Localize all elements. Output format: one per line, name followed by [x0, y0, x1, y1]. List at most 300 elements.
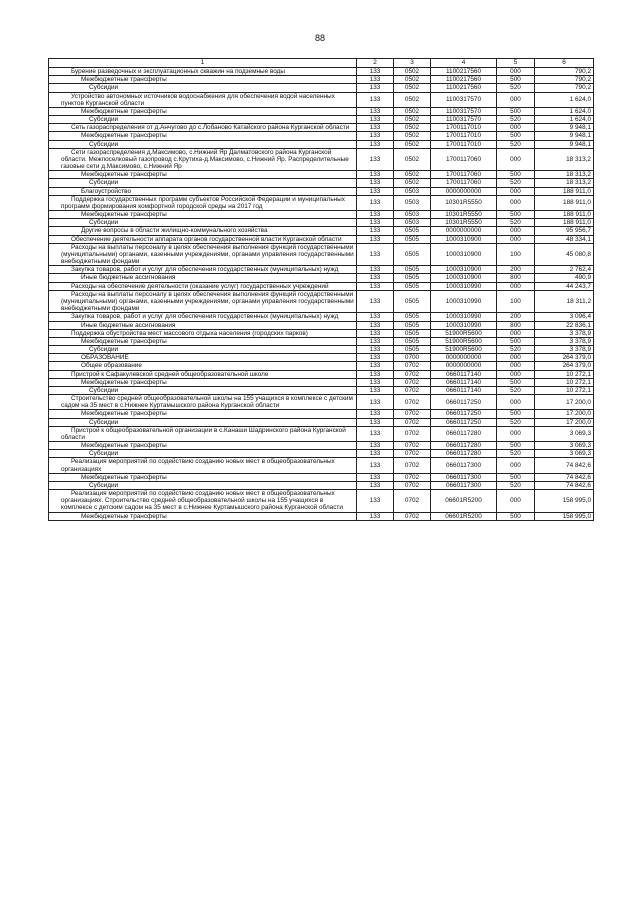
amount-cell: 3 069,3 [535, 442, 594, 450]
amount-cell: 74 842,6 [535, 481, 594, 489]
table-row [49, 426, 594, 441]
column-header-2: 2 [357, 59, 394, 68]
expense-type-cell: 800 [497, 321, 535, 329]
table-row [49, 442, 594, 450]
section-code-cell: 0702 [394, 378, 431, 386]
expense-type-cell: 000 [497, 370, 535, 378]
table-row [49, 386, 594, 394]
expense-name-cell: Расходы на обеспечение деятельности (оказание услуг) государственных учреждений [49, 282, 357, 290]
target-code-cell: 0660117250 [431, 418, 497, 426]
amount-cell: 790,2 [535, 84, 594, 92]
admin-code-cell: 133 [357, 195, 394, 210]
section-code-cell: 0702 [394, 426, 431, 441]
expense-type-cell: 520 [497, 140, 535, 148]
expense-type-cell: 100 [497, 290, 535, 313]
target-code-cell: 0000000000 [431, 187, 497, 195]
admin-code-cell: 133 [357, 84, 394, 92]
table-row [49, 266, 594, 274]
admin-code-cell: 133 [357, 243, 394, 266]
column-header-3: 3 [394, 59, 431, 68]
admin-code-cell: 133 [357, 450, 394, 458]
target-code-cell: 1700117060 [431, 148, 497, 171]
admin-code-cell: 133 [357, 179, 394, 187]
table-body [49, 68, 594, 521]
admin-code-cell: 133 [357, 354, 394, 362]
expense-name-cell: Межбюджетные трансферты [49, 512, 357, 520]
expense-name-cell: Расходы на выплаты персоналу в целях обеспечения выполнения функций государственными (муниципальными) органами, казенными учреждениями, органами управления государственными внебюджетными фондами [49, 290, 357, 313]
admin-code-cell: 133 [357, 290, 394, 313]
expense-type-cell: 000 [497, 354, 535, 362]
expense-name-cell: Субсидии [49, 346, 357, 354]
table-row [49, 92, 594, 107]
table-row [49, 107, 594, 115]
amount-cell: 18 313,2 [535, 171, 594, 179]
amount-cell: 95 956,7 [535, 227, 594, 235]
table-row [49, 370, 594, 378]
target-code-cell: 1100317570 [431, 92, 497, 107]
target-code-cell: 0660117280 [431, 426, 497, 441]
section-code-cell: 0503 [394, 195, 431, 210]
target-code-cell: 06601R5200 [431, 490, 497, 513]
admin-code-cell: 133 [357, 211, 394, 219]
admin-code-cell: 133 [357, 107, 394, 115]
table-row [49, 68, 594, 76]
admin-code-cell: 133 [357, 313, 394, 321]
target-code-cell: 1700117010 [431, 140, 497, 148]
section-code-cell: 0702 [394, 410, 431, 418]
amount-cell: 188 911,0 [535, 211, 594, 219]
section-code-cell: 0503 [394, 187, 431, 195]
section-code-cell: 0502 [394, 76, 431, 84]
section-code-cell: 0702 [394, 395, 431, 410]
expense-name-cell: Межбюджетные трансферты [49, 132, 357, 140]
table-row [49, 148, 594, 171]
table-row [49, 187, 594, 195]
section-code-cell: 0502 [394, 179, 431, 187]
target-code-cell: 1100317570 [431, 107, 497, 115]
expense-type-cell: 000 [497, 227, 535, 235]
expense-name-cell: Иные бюджетные ассигнования [49, 274, 357, 282]
section-code-cell: 0702 [394, 481, 431, 489]
table-row [49, 282, 594, 290]
table-row [49, 313, 594, 321]
expense-type-cell: 500 [497, 337, 535, 345]
expense-name-cell: Сеть газораспределения от д.Анчугово до с.Лобаново Катайского района Курганской области [49, 124, 357, 132]
admin-code-cell: 133 [357, 346, 394, 354]
target-code-cell: 0660117280 [431, 442, 497, 450]
expense-name-cell: ОБРАЗОВАНИЕ [49, 354, 357, 362]
amount-cell: 188 911,0 [535, 187, 594, 195]
section-code-cell: 0702 [394, 490, 431, 513]
expense-name-cell: Субсидии [49, 140, 357, 148]
target-code-cell: 51900R5600 [431, 337, 497, 345]
target-code-cell: 10301R5550 [431, 219, 497, 227]
admin-code-cell: 133 [357, 235, 394, 243]
expense-name-cell: Реализация мероприятий по содействию созданию новых мест в общеобразовательных организациях [49, 458, 357, 473]
amount-cell: 264 379,0 [535, 354, 594, 362]
table-row [49, 227, 594, 235]
amount-cell: 17 200,0 [535, 395, 594, 410]
expense-type-cell: 520 [497, 450, 535, 458]
target-code-cell: 0660117300 [431, 473, 497, 481]
expense-name-cell: Субсидии [49, 116, 357, 124]
section-code-cell: 0702 [394, 458, 431, 473]
expense-type-cell: 520 [497, 346, 535, 354]
amount-cell: 3 378,9 [535, 337, 594, 345]
expense-type-cell: 500 [497, 473, 535, 481]
expense-type-cell: 500 [497, 76, 535, 84]
target-code-cell: 0660117250 [431, 395, 497, 410]
expense-type-cell: 000 [497, 329, 535, 337]
expense-name-cell: Поддержка государственных программ субъектов Российской Федерации и муниципальных программ формирования комфортной городской среды на 2017 год [49, 195, 357, 210]
target-code-cell: 1000310900 [431, 235, 497, 243]
expense-type-cell: 200 [497, 266, 535, 274]
section-code-cell: 0505 [394, 235, 431, 243]
expense-type-cell: 200 [497, 313, 535, 321]
admin-code-cell: 133 [357, 219, 394, 227]
expense-type-cell: 500 [497, 107, 535, 115]
expense-type-cell: 520 [497, 116, 535, 124]
table-row [49, 132, 594, 140]
section-code-cell: 0702 [394, 418, 431, 426]
expense-type-cell: 000 [497, 362, 535, 370]
expense-name-cell: Субсидии [49, 450, 357, 458]
admin-code-cell: 133 [357, 418, 394, 426]
amount-cell: 1 624,0 [535, 107, 594, 115]
table-row [49, 354, 594, 362]
expense-name-cell: Закупка товаров, работ и услуг для обеспечения государственных (муниципальных) нужд [49, 266, 357, 274]
expense-type-cell: 000 [497, 148, 535, 171]
expense-name-cell: Субсидии [49, 481, 357, 489]
amount-cell: 10 272,1 [535, 370, 594, 378]
admin-code-cell: 133 [357, 395, 394, 410]
target-code-cell: 0660117300 [431, 481, 497, 489]
amount-cell: 9 948,1 [535, 132, 594, 140]
target-code-cell: 1000310990 [431, 321, 497, 329]
table-row [49, 116, 594, 124]
page-number: 88 [314, 33, 325, 43]
amount-cell: 1 624,0 [535, 116, 594, 124]
amount-cell: 3 096,4 [535, 313, 594, 321]
target-code-cell: 10301R5550 [431, 211, 497, 219]
expense-type-cell: 000 [497, 195, 535, 210]
table-row [49, 211, 594, 219]
table-row [49, 124, 594, 132]
expense-type-cell: 520 [497, 418, 535, 426]
target-code-cell: 1700117010 [431, 124, 497, 132]
admin-code-cell: 133 [357, 68, 394, 76]
target-code-cell: 0660117250 [431, 410, 497, 418]
expense-name-cell: Строительство средней общеобразовательной школы на 155 учащихся в комплексе с детским садом на 35 мест в с.Нижнее Куртамышского района Курганской области [49, 395, 357, 410]
target-code-cell: 1700117060 [431, 171, 497, 179]
target-code-cell: 06601R5200 [431, 512, 497, 520]
expense-type-cell: 100 [497, 243, 535, 266]
expense-type-cell: 000 [497, 458, 535, 473]
admin-code-cell: 133 [357, 124, 394, 132]
amount-cell: 9 948,1 [535, 140, 594, 148]
amount-cell: 3 378,9 [535, 329, 594, 337]
expense-name-cell: Расходы на выплаты персоналу в целях обеспечения выполнения функций государственными (муниципальными) органами, казенными учреждениями, органами управления государственными внебюджетными фондами [49, 243, 357, 266]
expense-name-cell: Субсидии [49, 418, 357, 426]
admin-code-cell: 133 [357, 140, 394, 148]
amount-cell: 3 069,3 [535, 426, 594, 441]
section-code-cell: 0700 [394, 354, 431, 362]
admin-code-cell: 133 [357, 171, 394, 179]
expense-name-cell: Межбюджетные трансферты [49, 442, 357, 450]
expense-type-cell: 800 [497, 274, 535, 282]
table-row [49, 179, 594, 187]
table-row [49, 195, 594, 210]
expense-type-cell: 000 [497, 68, 535, 76]
expense-name-cell: Обеспечение деятельности аппарата органов государственной власти Курганской области [49, 235, 357, 243]
amount-cell: 10 272,1 [535, 386, 594, 394]
amount-cell: 18 313,2 [535, 148, 594, 171]
amount-cell: 188 911,0 [535, 195, 594, 210]
table-row [49, 481, 594, 489]
expense-name-cell: Межбюджетные трансферты [49, 211, 357, 219]
expense-type-cell: 000 [497, 282, 535, 290]
section-code-cell: 0505 [394, 282, 431, 290]
target-code-cell: 1000310900 [431, 266, 497, 274]
expense-type-cell: 000 [497, 490, 535, 513]
table-row [49, 512, 594, 520]
column-header-5: 5 [497, 59, 535, 68]
section-code-cell: 0505 [394, 321, 431, 329]
table-row [49, 243, 594, 266]
target-code-cell: 1000310900 [431, 274, 497, 282]
target-code-cell: 10301R5550 [431, 195, 497, 210]
expense-type-cell: 500 [497, 410, 535, 418]
table-row [49, 76, 594, 84]
amount-cell: 74 842,6 [535, 458, 594, 473]
amount-cell: 18 313,2 [535, 179, 594, 187]
expense-name-cell: Сети газораспределения д.Максимово, с.Нижний Яр Далматовского района Курганской области. Межпоселковый газопровод с.Крутиха-д.Максимово, с.Нижний Яр. Распределительные газовые сети д.Максимово, с.Нижний Яр [49, 148, 357, 171]
table-row [49, 473, 594, 481]
target-code-cell: 0660117140 [431, 378, 497, 386]
target-code-cell: 1100217560 [431, 76, 497, 84]
section-code-cell: 0505 [394, 266, 431, 274]
section-code-cell: 0702 [394, 362, 431, 370]
expense-name-cell: Иные бюджетные ассигнования [49, 321, 357, 329]
admin-code-cell: 133 [357, 442, 394, 450]
amount-cell: 22 836,1 [535, 321, 594, 329]
section-code-cell: 0502 [394, 148, 431, 171]
admin-code-cell: 133 [357, 473, 394, 481]
admin-code-cell: 133 [357, 187, 394, 195]
expense-type-cell: 500 [497, 512, 535, 520]
table-row [49, 321, 594, 329]
target-code-cell: 1000310990 [431, 282, 497, 290]
expense-name-cell: Бурение разведочных и эксплуатационных скважин на подземные воды [49, 68, 357, 76]
section-code-cell: 0505 [394, 337, 431, 345]
target-code-cell: 0000000000 [431, 354, 497, 362]
amount-cell: 2 762,4 [535, 266, 594, 274]
expense-name-cell: Межбюджетные трансферты [49, 171, 357, 179]
expense-type-cell: 520 [497, 84, 535, 92]
amount-cell: 48 334,1 [535, 235, 594, 243]
amount-cell: 264 379,0 [535, 362, 594, 370]
section-code-cell: 0505 [394, 274, 431, 282]
expense-name-cell: Устройство автономных источников водоснабжения для обеспечения водой населенных пунктов Курганской области [49, 92, 357, 107]
admin-code-cell: 133 [357, 378, 394, 386]
amount-cell: 74 842,6 [535, 473, 594, 481]
table-row [49, 458, 594, 473]
expense-type-cell: 000 [497, 426, 535, 441]
table-row [49, 171, 594, 179]
target-code-cell: 1700117060 [431, 179, 497, 187]
expense-name-cell: Межбюджетные трансферты [49, 473, 357, 481]
admin-code-cell: 133 [357, 148, 394, 171]
target-code-cell: 1000310900 [431, 243, 497, 266]
column-header-6: 6 [535, 59, 594, 68]
admin-code-cell: 133 [357, 132, 394, 140]
table-row [49, 418, 594, 426]
admin-code-cell: 133 [357, 426, 394, 441]
expense-name-cell: Реализация мероприятий по содействию созданию новых мест в общеобразовательных организациях. Строительство средней общеобразовательной школы на 155 учащихся в комплексе с детским садом на 35 мест в с.Нижнее Куртамышского района Курганской области [49, 490, 357, 513]
expense-type-cell: 000 [497, 92, 535, 107]
expense-name-cell: Межбюджетные трансферты [49, 337, 357, 345]
section-code-cell: 0702 [394, 473, 431, 481]
section-code-cell: 0505 [394, 346, 431, 354]
section-code-cell: 0502 [394, 116, 431, 124]
admin-code-cell: 133 [357, 370, 394, 378]
expense-name-cell: Субсидии [49, 84, 357, 92]
amount-cell: 10 272,1 [535, 378, 594, 386]
section-code-cell: 0502 [394, 132, 431, 140]
column-header-1: 1 [49, 59, 357, 68]
column-header-4: 4 [431, 59, 497, 68]
expense-name-cell: Субсидии [49, 179, 357, 187]
expense-name-cell: Закупка товаров, работ и услуг для обеспечения государственных (муниципальных) нужд [49, 313, 357, 321]
expense-name-cell: Межбюджетные трансферты [49, 378, 357, 386]
expense-type-cell: 000 [497, 395, 535, 410]
target-code-cell: 0660117300 [431, 458, 497, 473]
section-code-cell: 0702 [394, 442, 431, 450]
expense-type-cell: 500 [497, 132, 535, 140]
admin-code-cell: 133 [357, 512, 394, 520]
section-code-cell: 0502 [394, 68, 431, 76]
amount-cell: 9 948,1 [535, 124, 594, 132]
expense-type-cell: 000 [497, 235, 535, 243]
amount-cell: 18 311,2 [535, 290, 594, 313]
table-row [49, 337, 594, 345]
section-code-cell: 0505 [394, 329, 431, 337]
admin-code-cell: 133 [357, 76, 394, 84]
target-code-cell: 1100217560 [431, 84, 497, 92]
target-code-cell: 51900R5600 [431, 346, 497, 354]
admin-code-cell: 133 [357, 458, 394, 473]
admin-code-cell: 133 [357, 410, 394, 418]
section-code-cell: 0502 [394, 171, 431, 179]
section-code-cell: 0702 [394, 512, 431, 520]
table-row [49, 140, 594, 148]
admin-code-cell: 133 [357, 329, 394, 337]
admin-code-cell: 133 [357, 337, 394, 345]
target-code-cell: 1000310990 [431, 313, 497, 321]
table-row [49, 362, 594, 370]
target-code-cell: 1000310990 [431, 290, 497, 313]
section-code-cell: 0505 [394, 243, 431, 266]
admin-code-cell: 133 [357, 116, 394, 124]
admin-code-cell: 133 [357, 321, 394, 329]
expense-type-cell: 520 [497, 481, 535, 489]
table-header-row [49, 59, 594, 68]
amount-cell: 44 243,7 [535, 282, 594, 290]
section-code-cell: 0702 [394, 450, 431, 458]
table-row [49, 378, 594, 386]
target-code-cell: 0000000000 [431, 362, 497, 370]
section-code-cell: 0502 [394, 107, 431, 115]
admin-code-cell: 133 [357, 227, 394, 235]
amount-cell: 1 624,0 [535, 92, 594, 107]
expense-type-cell: 500 [497, 211, 535, 219]
target-code-cell: 0660117140 [431, 386, 497, 394]
expense-type-cell: 520 [497, 386, 535, 394]
section-code-cell: 0503 [394, 211, 431, 219]
table-row [49, 84, 594, 92]
admin-code-cell: 133 [357, 386, 394, 394]
target-code-cell: 51900R5600 [431, 329, 497, 337]
amount-cell: 158 995,0 [535, 490, 594, 513]
expense-name-cell: Пристрой к общеобразовательной организации в с.Канаши Шадринского района Курганской области [49, 426, 357, 441]
expense-name-cell: Общее образование [49, 362, 357, 370]
table-row [49, 346, 594, 354]
expense-type-cell: 000 [497, 124, 535, 132]
admin-code-cell: 133 [357, 92, 394, 107]
section-code-cell: 0502 [394, 140, 431, 148]
expense-name-cell: Межбюджетные трансферты [49, 76, 357, 84]
table-row [49, 329, 594, 337]
amount-cell: 17 200,0 [535, 418, 594, 426]
admin-code-cell: 133 [357, 282, 394, 290]
amount-cell: 3 069,3 [535, 450, 594, 458]
section-code-cell: 0502 [394, 92, 431, 107]
table-row [49, 219, 594, 227]
expense-type-cell: 500 [497, 378, 535, 386]
budget-table [48, 58, 594, 521]
amount-cell: 17 200,0 [535, 410, 594, 418]
section-code-cell: 0503 [394, 219, 431, 227]
expense-type-cell: 500 [497, 442, 535, 450]
amount-cell: 790,2 [535, 68, 594, 76]
section-code-cell: 0502 [394, 124, 431, 132]
table-row [49, 274, 594, 282]
section-code-cell: 0702 [394, 370, 431, 378]
amount-cell: 3 378,9 [535, 346, 594, 354]
section-code-cell: 0505 [394, 290, 431, 313]
target-code-cell: 1100217560 [431, 68, 497, 76]
expense-name-cell: Субсидии [49, 386, 357, 394]
table-row [49, 450, 594, 458]
admin-code-cell: 133 [357, 481, 394, 489]
expense-name-cell: Пристрой к Сафакулевской средней общеобразовательной школе [49, 370, 357, 378]
expense-name-cell: Межбюджетные трансферты [49, 107, 357, 115]
admin-code-cell: 133 [357, 274, 394, 282]
expense-name-cell: Благоустройство [49, 187, 357, 195]
admin-code-cell: 133 [357, 266, 394, 274]
target-code-cell: 1100317570 [431, 116, 497, 124]
expense-type-cell: 500 [497, 171, 535, 179]
target-code-cell: 1700117010 [431, 132, 497, 140]
section-code-cell: 0505 [394, 227, 431, 235]
amount-cell: 188 911,0 [535, 219, 594, 227]
amount-cell: 490,9 [535, 274, 594, 282]
expense-name-cell: Межбюджетные трансферты [49, 410, 357, 418]
section-code-cell: 0702 [394, 386, 431, 394]
table-row [49, 410, 594, 418]
amount-cell: 45 080,8 [535, 243, 594, 266]
section-code-cell: 0502 [394, 84, 431, 92]
